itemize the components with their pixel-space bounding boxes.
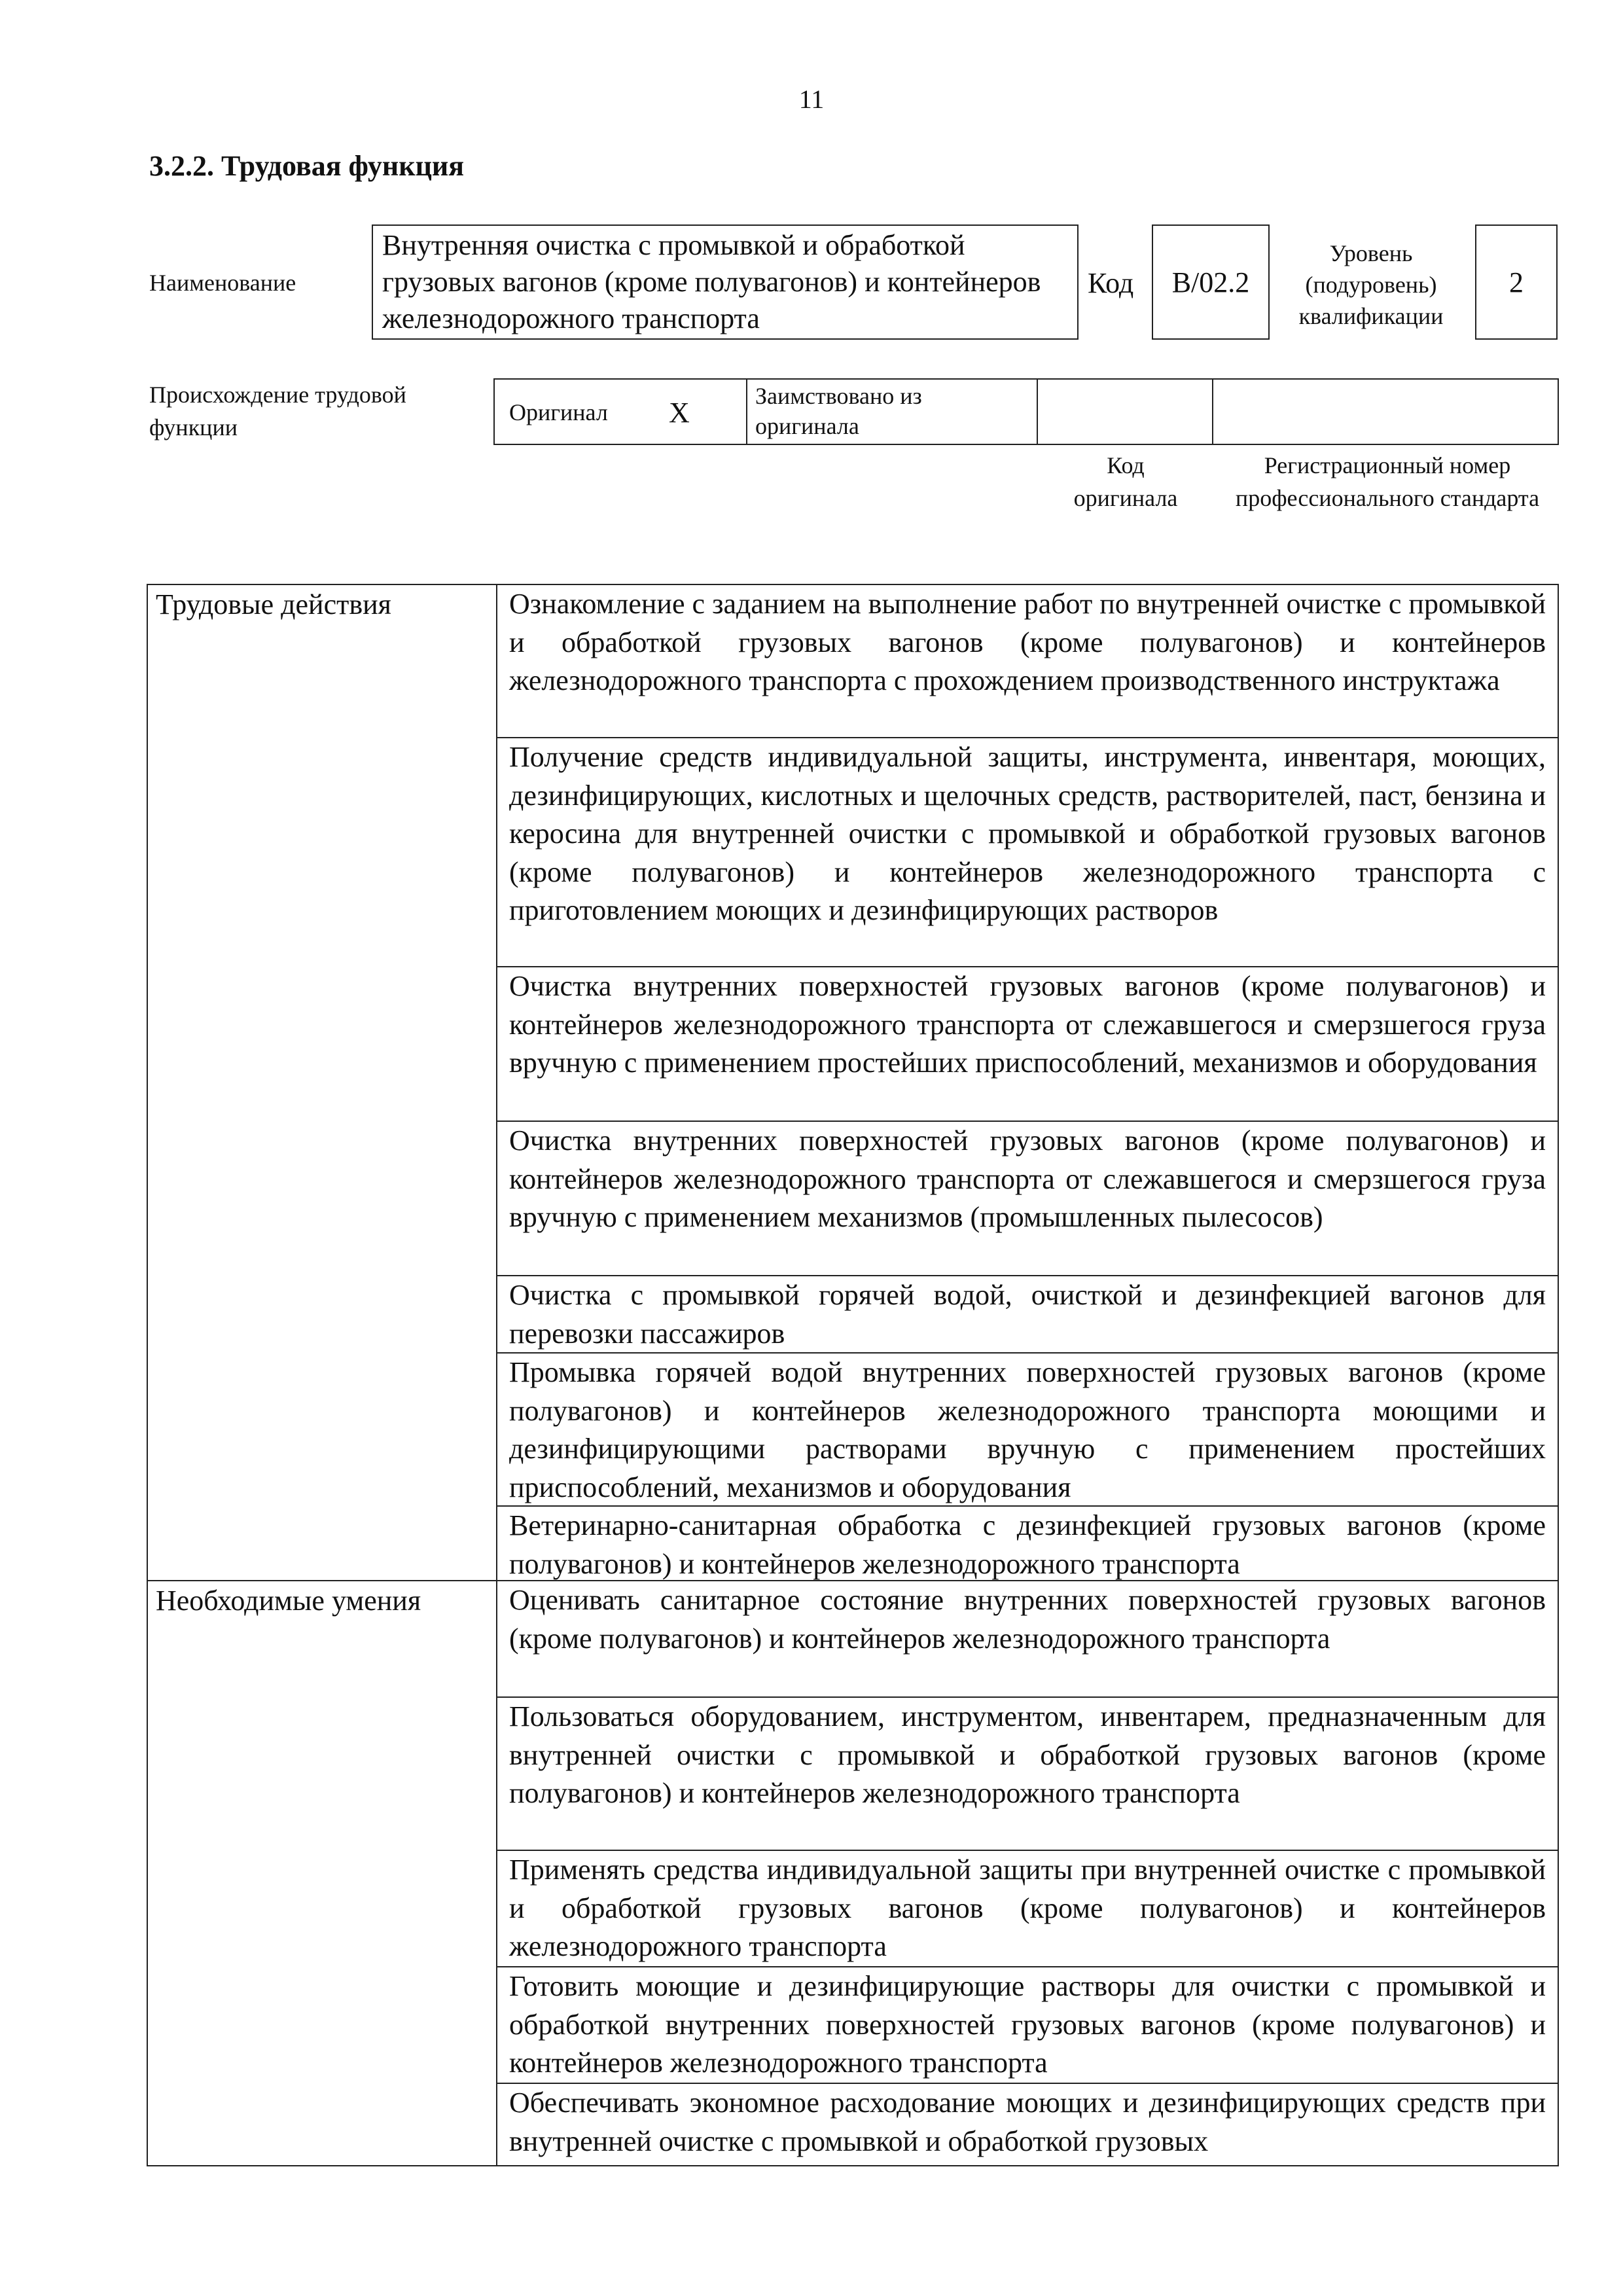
level-box xyxy=(1475,224,1558,340)
list-item: Обеспечивать экономное расходование моющих и дезинфицирующих средств при внутренней очистке с промывкой и обработкой грузовых xyxy=(509,2087,1546,2157)
code-box xyxy=(1152,224,1270,340)
section-header-required-skills: Необходимые умения xyxy=(148,1581,497,2165)
origin-code-caption: Код оригинала xyxy=(1073,452,1178,511)
function-name-box xyxy=(372,224,1079,340)
function-name-value: Внутренняя очистка с промывкой и обработкой грузовых вагонов (кроме полувагонов) и контейнеров железнодорожного транспорта xyxy=(382,229,1041,334)
list-item: Готовить моющие и дезинфицирующие растворы для очистки с промывкой и обработкой внутренних поверхностей грузовых вагонов (кроме полувагонов) и контейнеров железнодорожного транспорта xyxy=(497,1967,1558,2084)
origin-mark: X xyxy=(669,396,690,429)
section-title: 3.2.2. Трудовая функция xyxy=(149,150,465,182)
list-item: Очистка внутренних поверхностей грузовых вагонов (кроме полувагонов) и контейнеров железнодорожного транспорта от слежавшегося и смерзшегося груза вручную с применением механизмов (промышленных пылесосов) xyxy=(497,1122,1558,1276)
origin-borrowed-label: Заимствовано из оригинала xyxy=(755,383,922,439)
list-item: Пользоваться оборудованием, инструментом, инвентарем, предназначенным для внутренней очистки с промывкой и обработкой грузовых вагонов (кроме полувагонов) и контейнеров железнодорожного транспорта xyxy=(497,1698,1558,1851)
section-header-labor-actions: Трудовые действия xyxy=(148,585,497,1581)
list-item: Получение средств индивидуальной защиты, инструмента, инвентаря, моющих, дезинфицирующих, кислотных и щелочных средств, растворителей, паст, бензина и керосина для внутренней очистки с промывкой и обработкой грузовых вагонов (кроме полувагонов) и контейнеров железнодорожного транспорта с приготовлением моющих и дезинфицирующих растворов xyxy=(497,738,1558,967)
code-value: B/02.2 xyxy=(1171,266,1250,298)
list-item: Ветеринарно-санитарная обработка с дезинфекцией грузовых вагонов (кроме полувагонов) и контейнеров железнодорожного транспорта xyxy=(497,1507,1558,1581)
level-label: Уровень (подуровень) квалификации xyxy=(1298,240,1444,329)
list-item: Промывка горячей водой внутренних поверхностей грузовых вагонов (кроме полувагонов) и контейнеров железнодорожного транспорта моющими и дезинфицирующими растворами вручную с применением простейших приспособлений, механизмов и оборудования xyxy=(497,1354,1558,1507)
list-item: Ознакомление с заданием на выполнение работ по внутренней очистке с промывкой и обработкой грузовых вагонов (кроме полувагонов) и контейнеров железнодорожного транспорта с прохождением производственного инструктажа xyxy=(497,585,1558,738)
page-number: 11 xyxy=(798,84,825,114)
list-item: Оценивать санитарное состояние внутренних поверхностей грузовых вагонов (кроме полувагонов) и контейнеров железнодорожного транспорта xyxy=(497,1581,1558,1698)
list-item: Очистка с промывкой горячей водой, очисткой и дезинфекцией вагонов для перевозки пассажиров xyxy=(497,1276,1558,1354)
list-item: Применять средства индивидуальной защиты при внутренней очистке с промывкой и обработкой грузовых вагонов (кроме полувагонов) и контейнеров железнодорожного транспорта xyxy=(497,1851,1558,1967)
level-value: 2 xyxy=(1509,266,1524,298)
origin-label: Происхождение трудовой функции xyxy=(149,382,406,440)
code-label: Код xyxy=(1088,266,1134,299)
divider xyxy=(1212,380,1213,445)
divider xyxy=(1037,380,1038,445)
origin-reg-caption: Регистрационный номер профессионального стандарта xyxy=(1235,452,1540,511)
function-details-table xyxy=(147,584,1559,2166)
divider xyxy=(746,380,747,445)
name-label: Наименование xyxy=(149,270,296,296)
list-item: Очистка внутренних поверхностей грузовых вагонов (кроме полувагонов) и контейнеров железнодорожного транспорта от слежавшегося и смерзшегося груза вручную с применением простейших приспособлений, механизмов и оборудования xyxy=(497,967,1558,1122)
origin-original-label: Оригинал xyxy=(509,399,608,425)
